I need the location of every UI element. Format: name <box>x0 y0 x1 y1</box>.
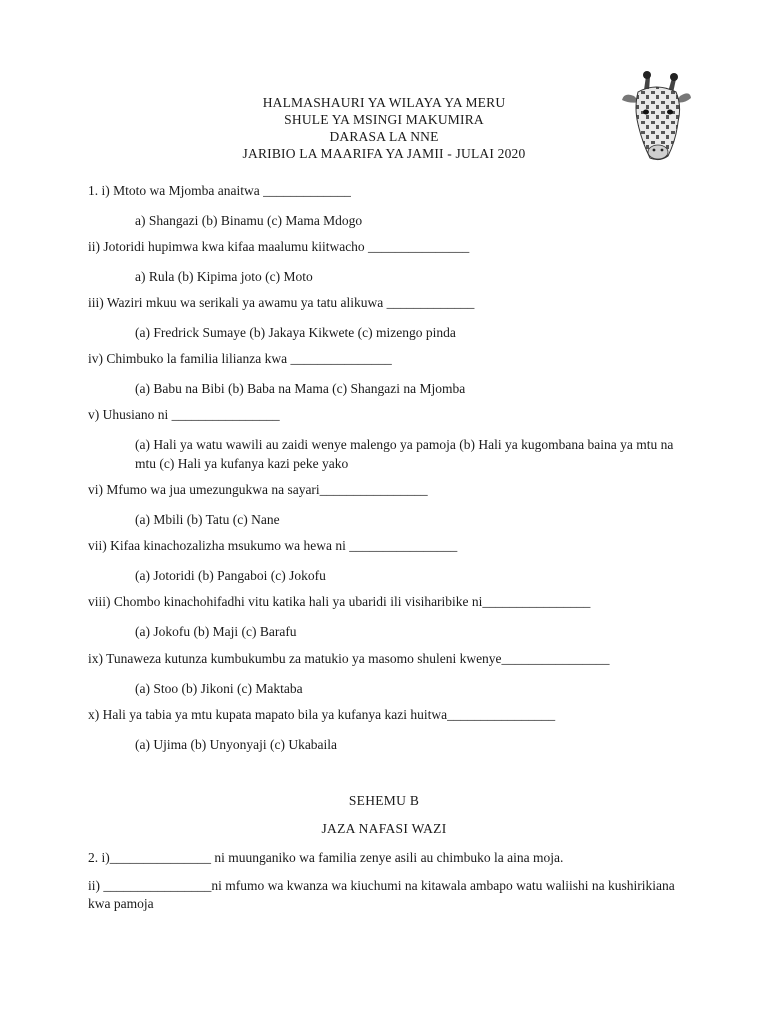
section-b-subtitle: JAZA NAFASI WAZI <box>321 821 447 836</box>
question-4-options: (a) Babu na Bibi (b) Baba na Mama (c) Shangazi na Mjomba <box>135 381 466 396</box>
question-1-options: a) Shangazi (b) Binamu (c) Mama Mdogo <box>135 213 363 228</box>
question-6: vi) Mfumo wa jua umezungukwa na sayari________________ <box>88 482 428 497</box>
question-5: v) Uhusiano ni ________________ <box>88 407 280 422</box>
question-2-options: a) Rula (b) Kipima joto (c) Moto <box>135 269 313 284</box>
fill-blank-item-2: ii) ________________ni mfumo wa kwanza wa kiuchumi na kitawala ambapo watu waliishi na kushirikiana kwa pamoja <box>88 878 675 911</box>
question-4: iv) Chimbuko la familia lilianza kwa _______________ <box>88 351 392 366</box>
exam-title: JARIBIO LA MAARIFA YA JAMII - JULAI 2020 <box>242 146 526 161</box>
giraffe-icon <box>620 70 692 162</box>
question-10: x) Hali ya tabia ya mtu kupata mapato bila ya kufanya kazi huitwa________________ <box>88 707 556 722</box>
school-name: SHULE YA MSINGI MAKUMIRA <box>284 112 484 127</box>
question-5-options: (a) Hali ya watu wawili au zaidi wenye malengo ya pamoja (b) Hali ya kugombana baina ya mtu na mtu (c) Hali ya kufanya kazi peke yako <box>135 437 674 471</box>
question-9-options: (a) Stoo (b) Jikoni (c) Maktaba <box>135 681 303 696</box>
question-2: ii) Jotoridi hupimwa kwa kifaa maalumu kiitwacho _______________ <box>88 239 470 254</box>
question-9: ix) Tunaweza kutunza kumbukumbu za matukio ya masomo shuleni kwenye________________ <box>88 651 610 666</box>
section-b-title: SEHEMU B <box>348 793 420 808</box>
question-10-options: (a) Ujima (b) Unyonyaji (c) Ukabaila <box>135 737 338 752</box>
question-8: viii) Chombo kinachohifadhi vitu katika hali ya ubaridi ili visiharibike ni________________ <box>88 594 591 609</box>
class-level: DARASA LA NNE <box>329 129 439 144</box>
question-7-options: (a) Jotoridi (b) Pangaboi (c) Jokofu <box>135 568 326 583</box>
question-8-options: (a) Jokofu (b) Maji (c) Barafu <box>135 624 297 639</box>
question-3-options: (a) Fredrick Sumaye (b) Jakaya Kikwete (c) mizengo pinda <box>135 325 456 340</box>
question-3: iii) Waziri mkuu wa serikali ya awamu ya tatu alikuwa _____________ <box>88 295 475 310</box>
question-7: vii) Kifaa kinachozalizha msukumo wa hewa ni ________________ <box>88 538 458 553</box>
district-name: HALMASHAURI YA WILAYA YA MERU <box>262 95 506 110</box>
fill-blank-item-1: 2. i)_______________ ni muunganiko wa familia zenye asili au chimbuko la aina moja. <box>88 850 564 865</box>
question-1: 1. i) Mtoto wa Mjomba anaitwa _____________ <box>88 183 351 198</box>
question-6-options: (a) Mbili (b) Tatu (c) Nane <box>135 512 280 527</box>
